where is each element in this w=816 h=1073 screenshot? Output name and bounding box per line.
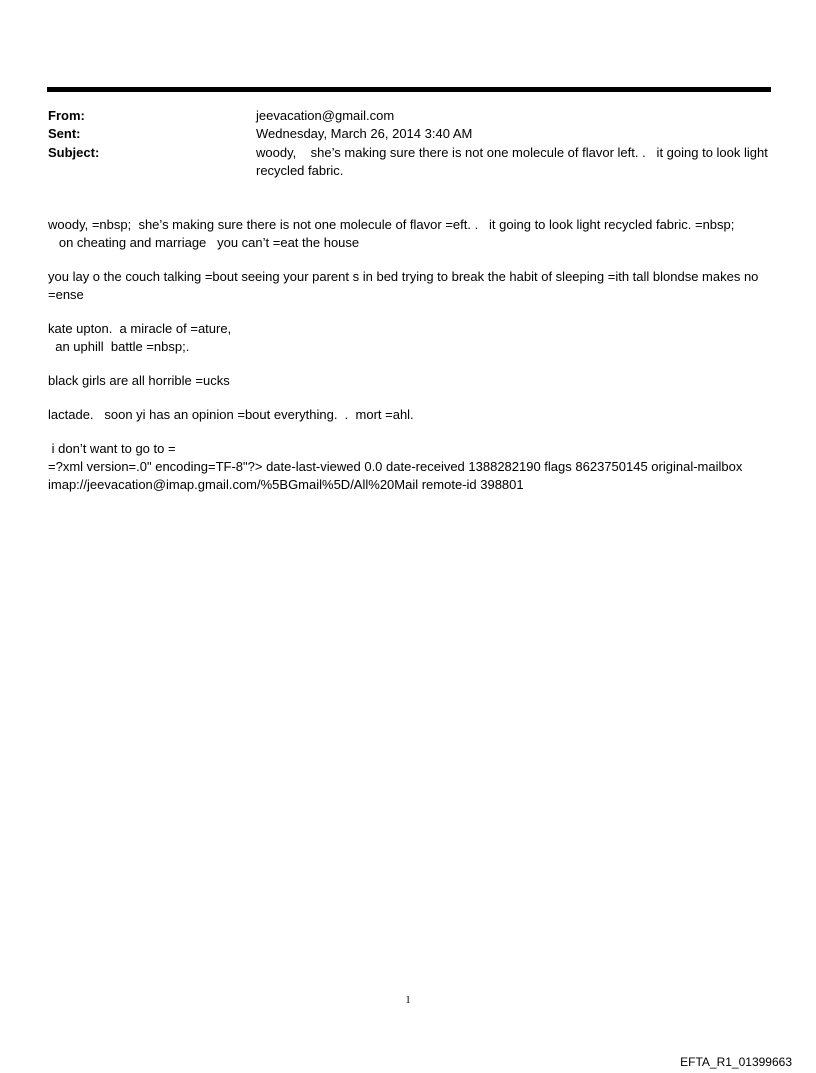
from-value: jeevacation@gmail.com: [256, 108, 395, 123]
email-body: [48, 216, 778, 510]
body-paragraph: woody, =nbsp; she’s making sure there is not one molecule of flavor =eft. . it going to look light recycled fabric. =nbsp; on cheating and marriage you can’t =eat the house: [48, 217, 735, 250]
sent-label: Sent:: [48, 126, 81, 141]
body-paragraph: i don’t want to go to = =?xml version=.0" encoding=TF-8"?> date-last-viewed 0.0 date-received 1388282190 flags 8623750145 original-mailbox imap://jeevacation@imap.gmail.com/%5BGmail%5D/All%20Mail remote-id 398801: [48, 441, 743, 492]
subject-value: woody, she’s making sure there is not one molecule of flavor left. . it going to look light recycled fabric.: [256, 145, 772, 178]
sent-value: Wednesday, March 26, 2014 3:40 AM: [256, 126, 473, 141]
page-number: 1: [405, 994, 411, 1006]
body-paragraph: black girls are all horrible =ucks: [48, 373, 230, 388]
subject-label: Subject:: [48, 145, 100, 160]
from-label: From:: [48, 108, 85, 123]
body-paragraph: lactade. soon yi has an opinion =bout everything. . mort =ahl.: [48, 407, 414, 422]
body-paragraph: you lay o the couch talking =bout seeing your parent s in bed trying to break the habit of sleeping =ith tall blondse makes no =ense: [48, 269, 763, 302]
bates-number: EFTA_R1_01399663: [680, 1055, 792, 1069]
body-paragraph: kate upton. a miracle of =ature, an uphill battle =nbsp;.: [48, 321, 232, 354]
header-rule: [47, 87, 771, 92]
